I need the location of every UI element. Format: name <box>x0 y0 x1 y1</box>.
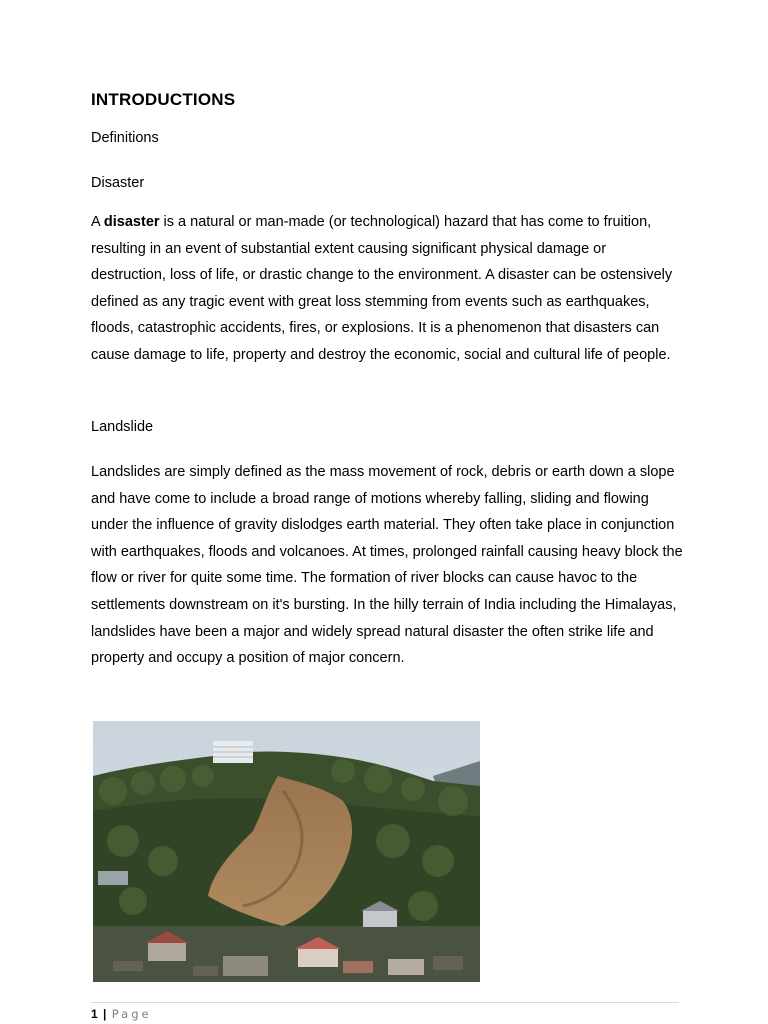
disaster-definition-text: is a natural or man-made (or technological) hazard that has come to fruition, resulting in an event of substantial extent causing significant physical damage or destruction, loss of life, or drastic change to the environment. A disaster can be ostensively defined as any tragic event with great loss stemming from events such as earthquakes, floods, catastrophic accidents, fires, or explosions. It is a phenomenon that disasters can cause damage to life, property and destroy the economic, social and cultural life of people. <box>91 214 673 363</box>
landslide-photo <box>93 721 480 982</box>
definitions-label: Definitions <box>91 130 159 146</box>
footer-separator: | <box>103 1007 107 1021</box>
landslide-label: Landslide <box>91 419 154 435</box>
disaster-label: Disaster <box>91 175 145 191</box>
landslide-paragraph <box>91 459 683 672</box>
page-number: 1 <box>91 1007 98 1021</box>
footer-divider <box>91 1002 679 1003</box>
landslide-definition-text: Landslides are simply defined as the mass movement of rock, debris or earth down a slope and have come to include a broad range of motions whereby falling, sliding and flowing under the influence of gravity dislodges earth material. They often take place in conjunction with earthquakes, floods and volcanoes. At times, prolonged rainfall causing heavy block the flow or river for quite some time. The formation of river blocks can cause havoc to the settlements downstream on it's bursting. In the hilly terrain of India including the Himalayas, landslides have been a major and widely spread natural disaster the often strike life and property and occupy a position of major concern. <box>91 464 683 667</box>
disaster-term: disaster <box>103 214 160 230</box>
page-heading: INTRODUCTIONS <box>91 90 236 109</box>
disaster-paragraph <box>91 209 683 369</box>
disaster-lead: A <box>91 214 104 230</box>
page-footer <box>91 1007 152 1021</box>
page-word: Page <box>111 1007 152 1021</box>
